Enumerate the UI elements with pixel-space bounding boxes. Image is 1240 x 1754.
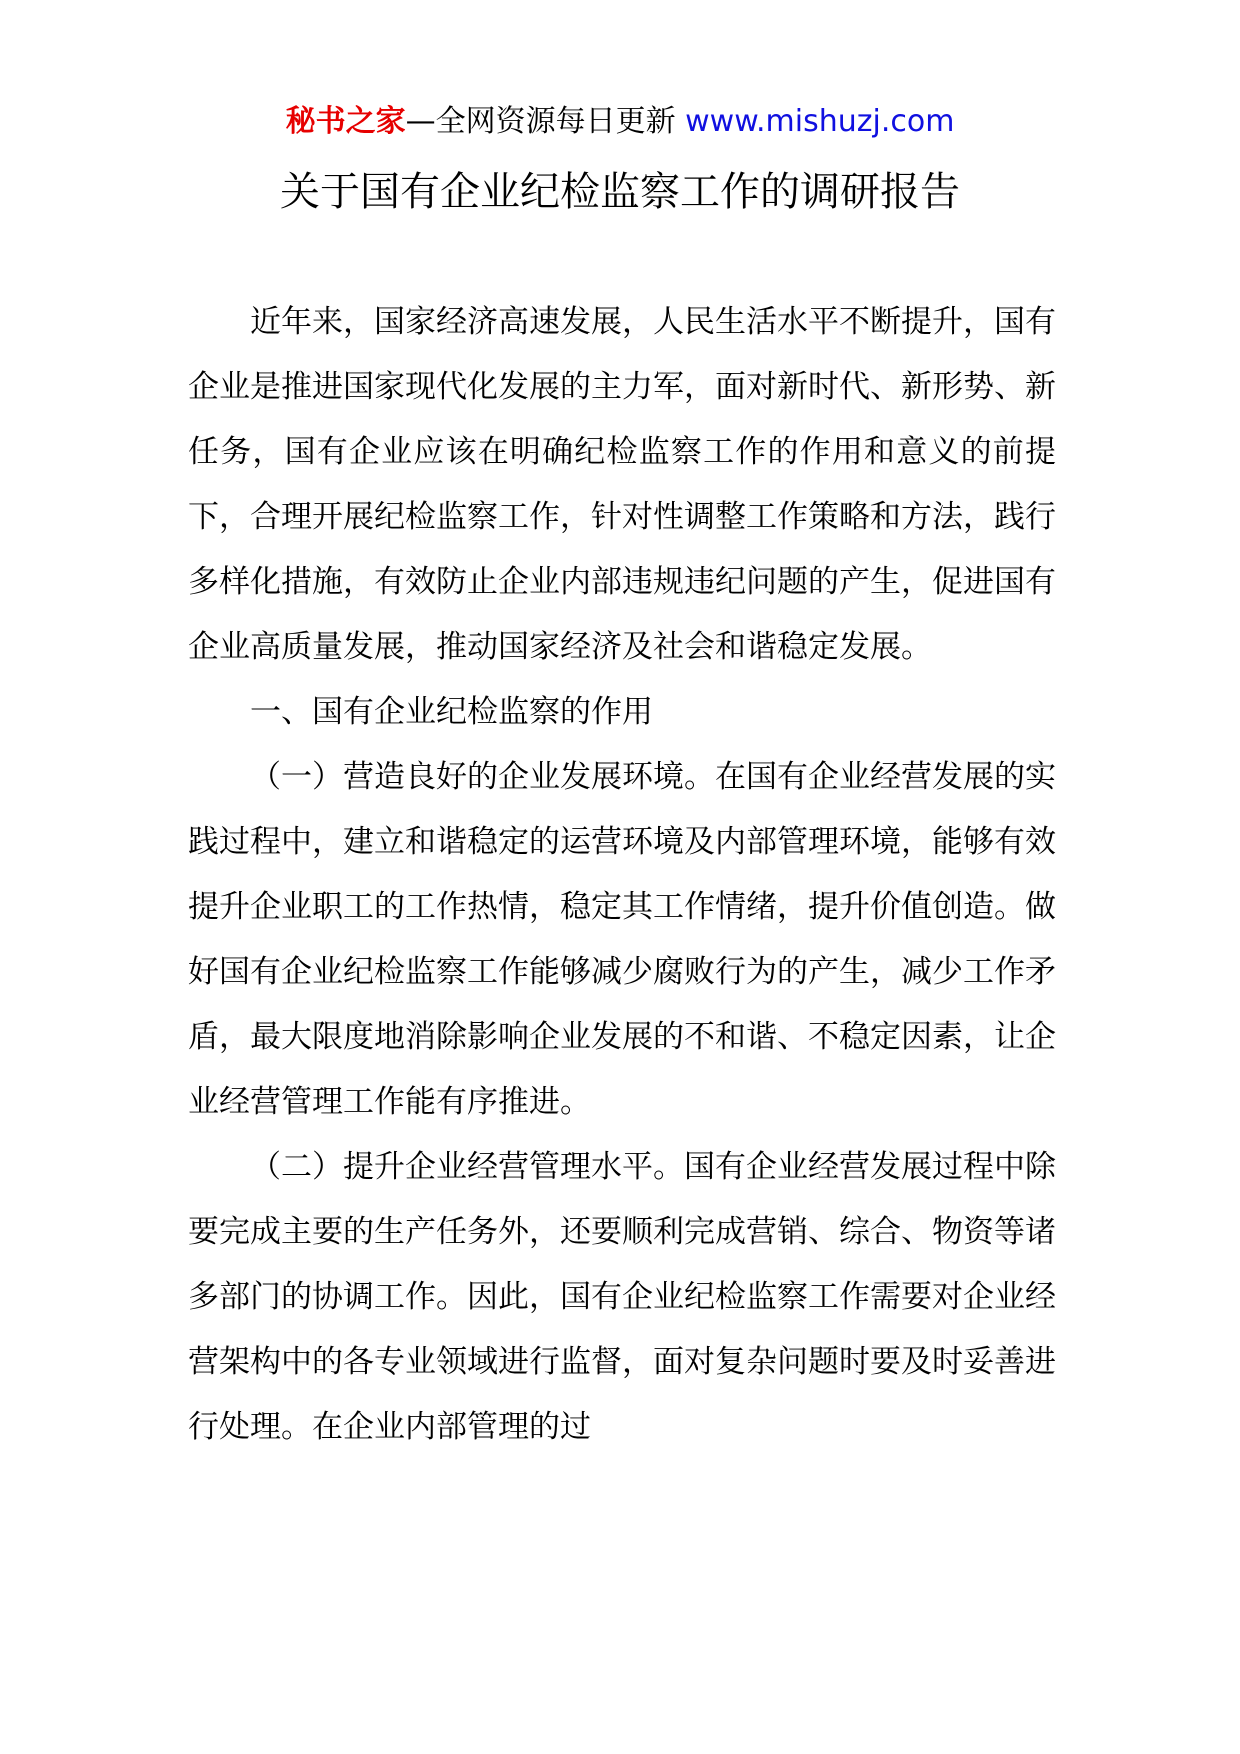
banner-tagline: —全网资源每日更新 [405,104,686,139]
site-banner [0,100,1240,144]
section-heading: 一、国有企业纪检监察的作用 [250,694,653,730]
site-url-link[interactable]: www.mishuzj.com [685,104,955,139]
document-title: 关于国有企业纪检监察工作的调研报告 [280,169,960,215]
intro-paragraph: 近年来，国家经济高速发展，人民生活水平不断提升，国有企业是推进国家现代化发展的主力军，面对新时代、新形势、新任务，国有企业应该在明确纪检监察工作的作用和意义的前提下，合理开展纪检监察工作，针对性调整工作策略和方法，践行多样化措施，有效防止企业内部违规违纪问题的产生，促进国有企业高质量发展，推动国家经济及社会和谐稳定发展。 [188,304,1056,665]
brand-name: 秘书之家 [285,104,406,139]
subsection-paragraph-1: （一）营造良好的企业发展环境。在国有企业经营发展的实践过程中，建立和谐稳定的运营环境及内部管理环境，能够有效提升企业职工的工作热情，稳定其工作情绪，提升价值创造。做好国有企业纪检监察工作能够减少腐败行为的产生，减少工作矛盾，最大限度地消除影响企业发展的不和谐、不稳定因素，让企业经营管理工作能有序推进。 [188,759,1056,1120]
document-body [188,290,1056,1460]
subsection-paragraph-2: （二）提升企业经营管理水平。国有企业经营发展过程中除要完成主要的生产任务外，还要顺利完成营销、综合、物资等诸多部门的协调工作。因此，国有企业纪检监察工作需要对企业经营架构中的各专业领域进行监督，面对复杂问题时要及时妥善进行处理。在企业内部管理的过 [188,1149,1056,1445]
